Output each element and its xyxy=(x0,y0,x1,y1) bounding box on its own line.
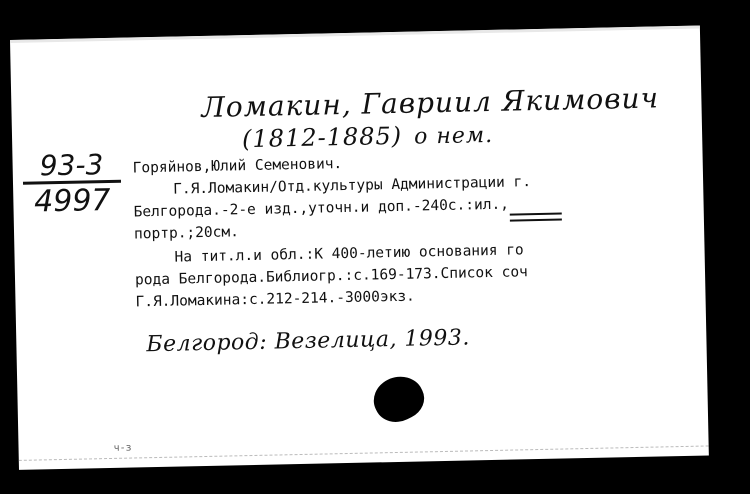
handwritten-publication: Белгород: Везелица, 1993. xyxy=(146,325,471,358)
typed-line-author: Горяйнов,Юлий Семенович. xyxy=(132,156,343,177)
typed-line-edition: Белгорода.-2-е изд.,уточн.и доп.-240с.:ил., xyxy=(133,196,510,221)
catalog-card xyxy=(10,26,709,470)
shelfmark xyxy=(22,150,121,221)
typed-line-note-1: На тит.л.и обл.:К 400-летию основания го xyxy=(174,242,524,266)
typed-line-title: Г.Я.Ломакин/Отд.культуры Администрации г. xyxy=(173,174,532,198)
shelfmark-bottom: 4997 xyxy=(33,182,111,220)
typed-line-note-3: Г.Я.Ломакина:с.212-214.-3000экз. xyxy=(135,288,415,311)
handwritten-subject-name: Ломакин, Гавриил Якимович xyxy=(201,81,660,125)
card-edge xyxy=(10,26,700,43)
typed-line-note-2: рода Белгорода.Библиогр.:с.169-173.Список соч xyxy=(134,264,528,289)
ink-blot xyxy=(366,368,430,430)
faint-mark: ч-з xyxy=(113,442,132,454)
typed-line-physical: портр.;20см. xyxy=(133,224,240,243)
subject-note: о нем. xyxy=(413,122,494,150)
life-dates: (1812-1885) xyxy=(241,121,403,154)
handwritten-subject-dates xyxy=(242,120,494,153)
shelfmark-top: 93-3 xyxy=(22,150,121,185)
pages-underline-mark xyxy=(510,212,562,221)
